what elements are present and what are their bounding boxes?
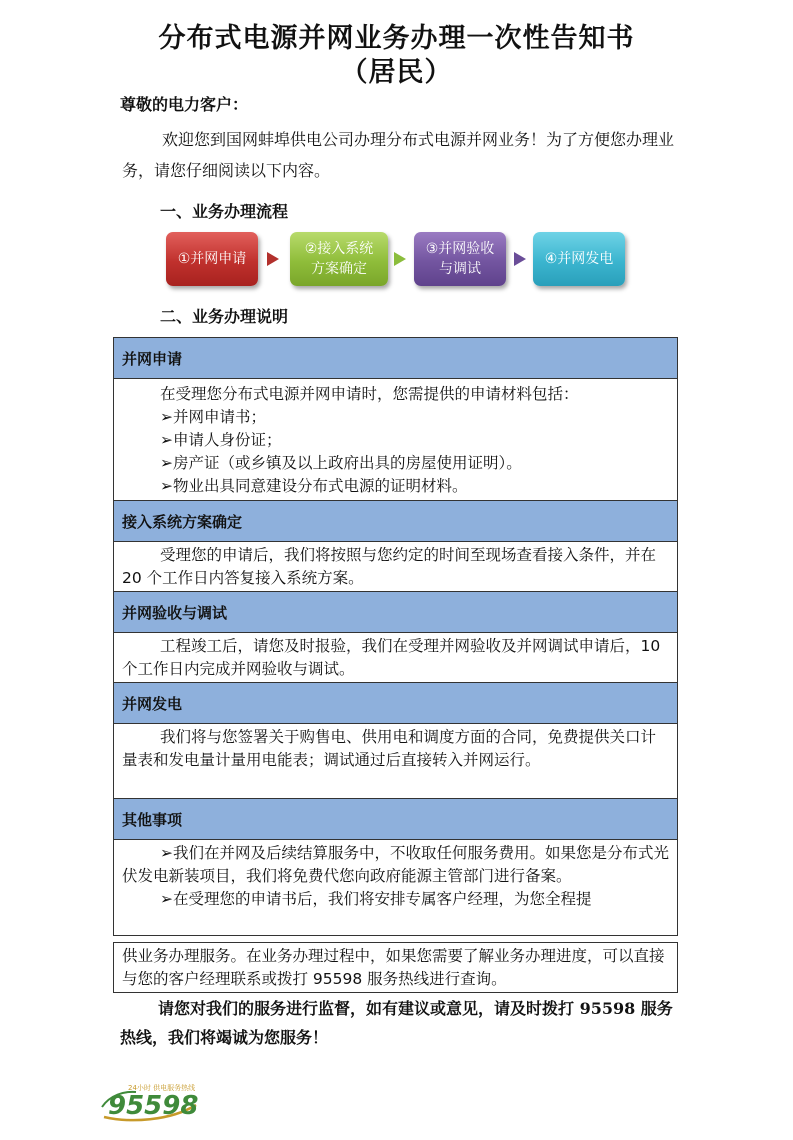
list-item: ➢ 并网申请书； — [122, 406, 671, 429]
document-subtitle: （居民） — [340, 57, 453, 88]
salutation: 尊敬的电力客户： — [120, 95, 249, 114]
intro-paragraph: 欢迎您到国网蚌埠供电公司办理分布式电源并网业务！为了方便您办理业务，请您仔细阅读以下内容。 — [122, 130, 675, 180]
hotline-logo — [100, 1083, 200, 1123]
document-title: 分布式电源并网业务办理一次性告知书 — [158, 23, 635, 54]
table-header-grid-application: 并网申请 — [113, 337, 678, 379]
table-body-acceptance: 工程竣工后，请您及时报验，我们在受理并网验收及并网调试申请后，10 个工作日内完成并网验收与调试。 — [113, 632, 678, 683]
table-body-other — [113, 839, 678, 936]
list-item: ➢ 我们在并网及后续结算服务中，不收取任何服务费用。如果您是分布式光伏发电新装项目，我们将免费代您向政府能源主管部门进行备案。 — [122, 842, 671, 888]
list-item: ➢ 在受理您的申请书后，我们将安排专属客户经理，为您全程提 — [122, 888, 671, 911]
table-body-generation: 我们将与您签署关于购售电、供用电和调度方面的合同，免费提供关口计量表和发电量计量用电能表；调试通过后直接转入并网运行。 — [113, 723, 678, 799]
logo-number: 95598 — [108, 1091, 199, 1121]
table-header-generation: 并网发电 — [113, 682, 678, 724]
list-item: ➢ 物业出具同意建设分布式电源的证明材料。 — [122, 475, 671, 498]
table-body-grid-application — [113, 378, 678, 501]
section-heading-process: 一、业务办理流程 — [160, 202, 289, 221]
logo-tagline: 24小时 供电服务热线 — [128, 1084, 196, 1092]
flow-arrow-icon — [514, 252, 526, 266]
flow-step-3: ③并网验收 与调试 — [414, 232, 506, 286]
table-header-acceptance: 并网验收与调试 — [113, 591, 678, 633]
table-header-access-plan: 接入系统方案确定 — [113, 500, 678, 542]
flow-arrow-icon — [394, 252, 406, 266]
flow-step-4: ④并网发电 — [533, 232, 625, 286]
flow-arrow-icon — [267, 252, 279, 266]
flow-step-1: ①并网申请 — [166, 232, 258, 286]
list-item: ➢ 房产证（或乡镇及以上政府出具的房屋使用证明）。 — [122, 452, 671, 475]
flow-step-2: ②接入系统 方案确定 — [290, 232, 388, 286]
table-body-access-plan: 受理您的申请后，我们将按照与您约定的时间至现场查看接入条件，并在 20 个工作日内答复接入系统方案。 — [113, 541, 678, 592]
materials-intro: 在受理您分布式电源并网申请时，您需提供的申请材料包括： — [160, 385, 579, 403]
list-item: ➢ 申请人身份证； — [122, 429, 671, 452]
table-body-other-continued: 供业务办理服务。在业务办理过程中，如果您需要了解业务办理进度，可以直接与您的客户经理联系或拨打 95598 服务热线进行查询。 — [113, 942, 678, 993]
process-flow — [0, 232, 793, 288]
section-heading-instructions: 二、业务办理说明 — [160, 307, 289, 326]
closing-paragraph: 请您对我们的服务进行监督，如有建议或意见，请及时拨打 95598 服务热线，我们将竭诚为您服务！ — [120, 999, 673, 1047]
table-header-other: 其他事项 — [113, 798, 678, 840]
